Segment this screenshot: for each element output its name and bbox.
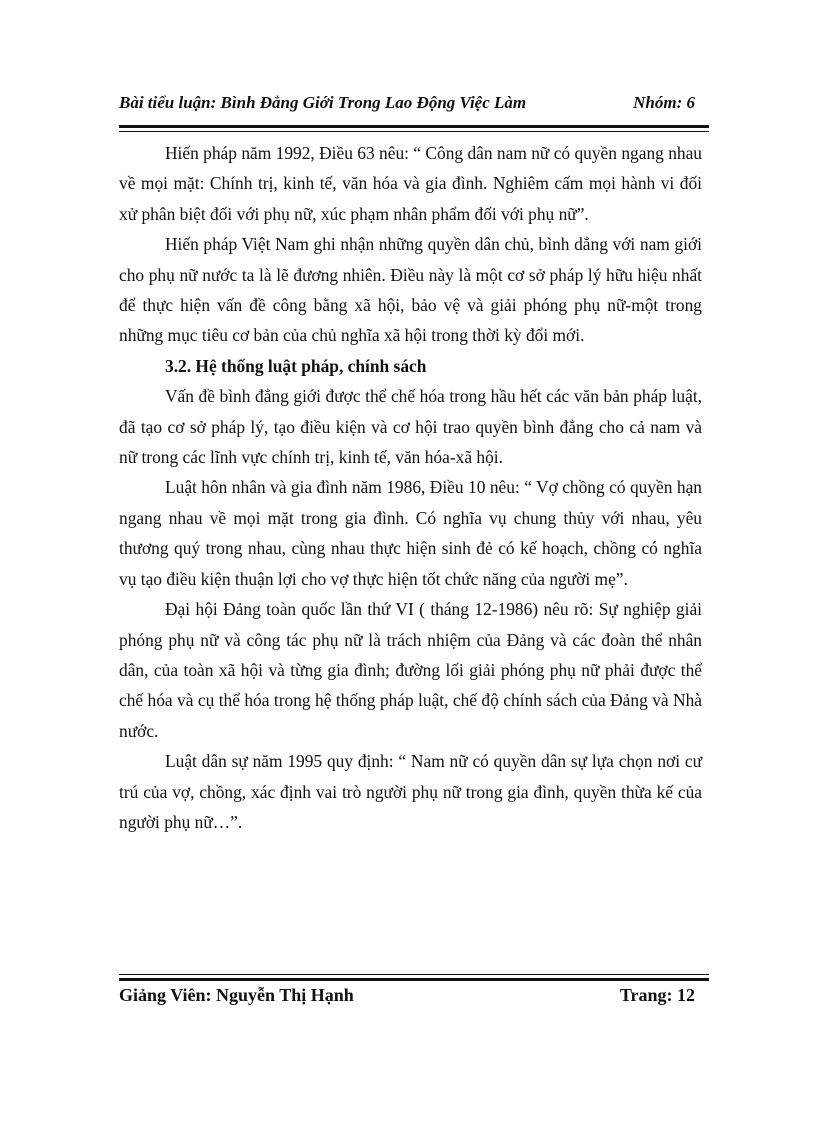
footer-page-number: Trang: 12: [619, 985, 695, 1005]
paragraph: Đại hội Đảng toàn quốc lần thứ VI ( tháng 12-1986) nêu rõ: Sự nghiệp giải phóng phụ nữ và công tác phụ nữ là trách nhiệm của Đảng và các đoàn thể nhân dân, của toàn xã hội và từng gia đình; đường lối giải phóng phụ nữ phải được thể chế hóa và cụ thể hóa trong hệ thống pháp luật, chế độ chính sách của Đảng và Nhà nước.: [119, 599, 702, 741]
section-heading: 3.2. Hệ thống luật pháp, chính sách: [165, 355, 427, 376]
header-rule-thick: [119, 125, 709, 128]
footer-rule-thin: [119, 974, 709, 975]
paragraph: Vấn đề bình đẳng giới được thể chế hóa trong hầu hết các văn bản pháp luật, đã tạo cơ sở pháp lý, tạo điều kiện và cơ hội trao quyền bình đẳng cho cả nam và nữ trong các lĩnh vực chính trị, kinh tế, văn hóa-xã hội.: [119, 386, 702, 468]
header-group-number: Nhóm: 6: [633, 93, 695, 112]
page-footer: [119, 985, 709, 1011]
document-body: [119, 138, 702, 837]
paragraph: Hiến pháp năm 1992, Điều 63 nêu: “ Công dân nam nữ có quyền ngang nhau về mọi mặt: Chính trị, kinh tế, văn hóa và gia đình. Nghiêm cấm mọi hành vi đối xử phân biệt đối với phụ nữ, xúc phạm nhân phẩm đối với phụ nữ”.: [119, 143, 702, 224]
paragraph: Luật hôn nhân và gia đình năm 1986, Điều 10 nêu: “ Vợ chồng có quyền hạn ngang nhau về mọi mặt trong gia đình. Có nghĩa vụ chung thủy với nhau, yêu thương quý trong nhau, cùng nhau thực hiện sinh đẻ có kế hoạch, chồng có nghĩa vụ tạo điều kiện thuận lợi cho vợ thực hiện tốt chức năng của người mẹ”.: [119, 477, 702, 589]
paragraph: Luật dân sự năm 1995 quy định: “ Nam nữ có quyền dân sự lựa chọn nơi cư trú của vợ, chồng, xác định vai trò người phụ nữ trong gia đình, quyền thừa kế của người phụ nữ…”.: [119, 751, 702, 832]
header-rule-thin: [119, 131, 709, 132]
page-header: [119, 93, 709, 119]
paragraph: Hiến pháp Việt Nam ghi nhận những quyền dân chủ, bình dẳng với nam giới cho phụ nữ nước ta là lẽ đương nhiên. Điều này là một cơ sở pháp lý hữu hiệu nhất để thực hiện vấn đề công bằng xã hội, bảo vệ và giải phóng phụ nữ-một trong những mục tiêu cơ bản của chủ nghĩa xã hội trong thời kỳ đổi mới.: [119, 234, 702, 346]
header-title: Bài tiểu luận: Bình Đẳng Giới Trong Lao Động Việc Làm: [119, 93, 527, 112]
footer-rule-thick: [119, 978, 709, 981]
footer-lecturer: Giảng Viên: Nguyễn Thị Hạnh: [119, 985, 354, 1005]
